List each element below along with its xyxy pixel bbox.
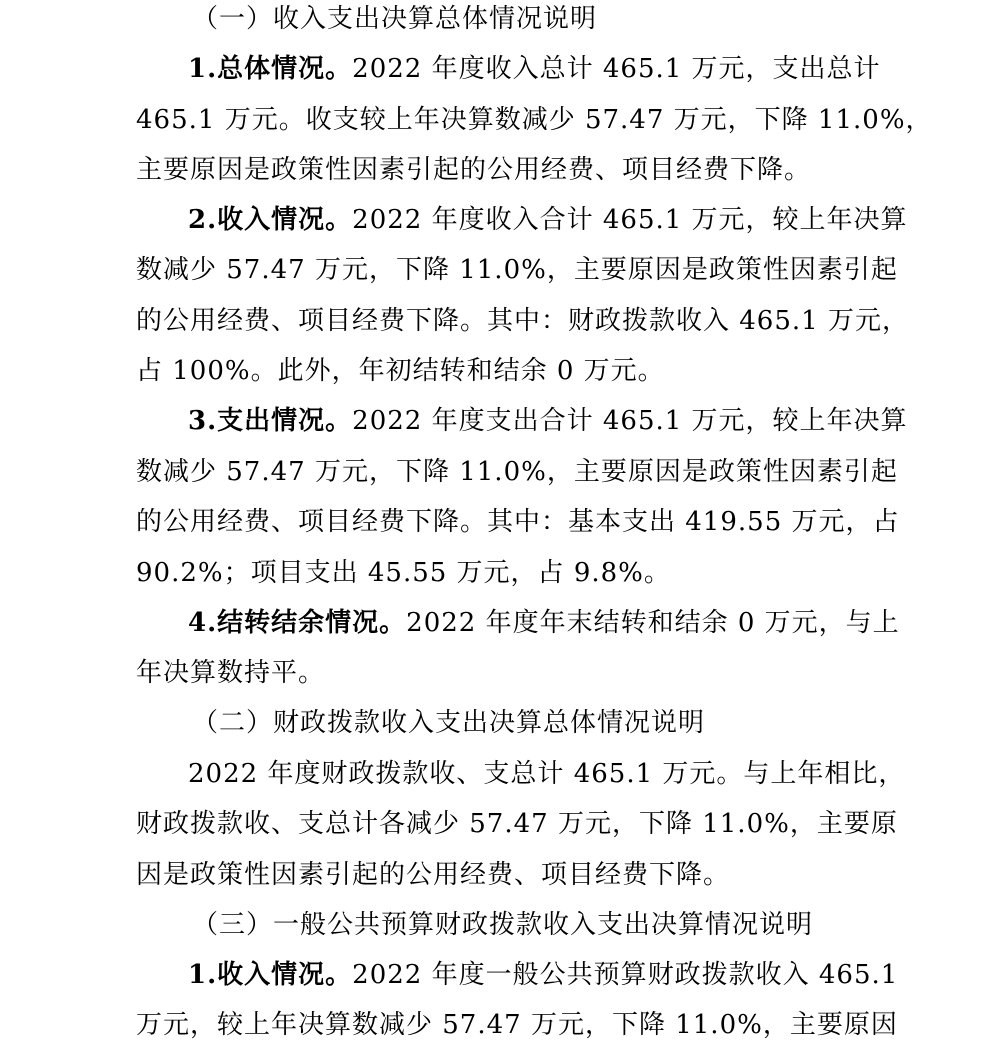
section-heading-1: （一）收入支出决算总体情况说明: [192, 4, 598, 34]
paragraph-text: 2022 年度收入总计 465.1 万元，支出总计: [352, 54, 881, 84]
paragraph-1-line-2: 465.1 万元。收支较上年决算数减少 57.47 万元，下降 11.0%，: [136, 105, 933, 135]
paragraph-2-line-2: 数减少 57.47 万元，下降 11.0%，主要原因是政策性因素引起: [136, 255, 898, 285]
paragraph-1-line-1: [188, 52, 881, 86]
paragraph-label: 3.支出情况。: [188, 406, 353, 436]
paragraph-6-line-1: [188, 958, 898, 992]
paragraph-6-line-2: 万元，较上年决算数减少 57.47 万元，下降 11.0%，主要原因: [136, 1010, 898, 1040]
paragraph-text: 2022 年度年末结转和结余 0 万元，与上: [406, 608, 900, 638]
paragraph-text: 2022 年度一般公共预算财政拨款收入 465.1: [352, 960, 899, 990]
paragraph-text: 2022 年度收入合计 465.1 万元，较上年决算: [352, 205, 908, 235]
section-heading-2: （二）财政拨款收入支出决算总体情况说明: [192, 708, 706, 738]
paragraph-2-line-1: [188, 203, 908, 237]
paragraph-2-line-4: 占 100%。此外，年初结转和结余 0 万元。: [136, 356, 665, 386]
paragraph-text: 2022 年度支出合计 465.1 万元，较上年决算: [352, 406, 908, 436]
paragraph-4-line-1: [188, 606, 900, 640]
paragraph-3-line-2: 数减少 57.47 万元，下降 11.0%，主要原因是政策性因素引起: [136, 457, 898, 487]
paragraph-5-line-1: 2022 年度财政拨款收、支总计 465.1 万元。与上年相比，: [188, 759, 906, 789]
paragraph-label: 4.结转结余情况。: [188, 608, 407, 638]
paragraph-label: 2.收入情况。: [188, 205, 353, 235]
section-heading-3: （三）一般公共预算财政拨款收入支出决算情况说明: [192, 910, 814, 940]
paragraph-label: 1.收入情况。: [188, 960, 353, 990]
paragraph-2-line-3: 的公用经费、项目经费下降。其中：财政拨款收入 465.1 万元，: [136, 306, 909, 336]
paragraph-3-line-1: [188, 404, 908, 438]
paragraph-5-line-2: 财政拨款收、支总计各减少 57.47 万元，下降 11.0%，主要原: [136, 809, 898, 839]
paragraph-1-line-3: 主要原因是政策性因素引起的公用经费、项目经费下降。: [136, 155, 812, 185]
paragraph-label: 1.总体情况。: [188, 54, 353, 84]
paragraph-3-line-3: 的公用经费、项目经费下降。其中：基本支出 419.55 万元，占: [136, 507, 900, 537]
paragraph-4-line-2: 年决算数持平。: [136, 658, 326, 688]
paragraph-5-line-3: 因是政策性因素引起的公用经费、项目经费下降。: [136, 860, 731, 890]
paragraph-3-line-4: 90.2%；项目支出 45.55 万元，占 9.8%。: [136, 558, 671, 588]
